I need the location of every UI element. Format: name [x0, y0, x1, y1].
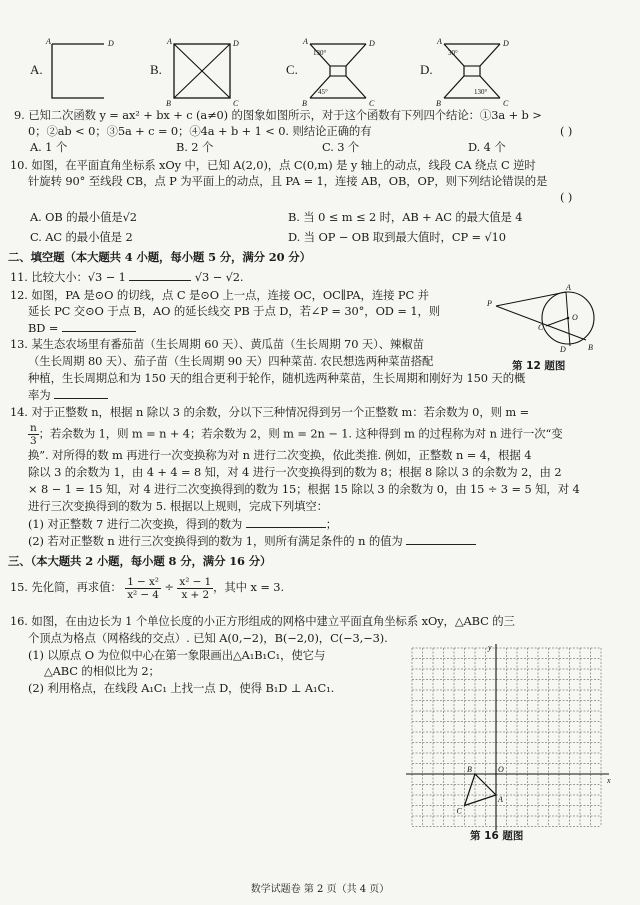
q15-frac2	[177, 576, 213, 601]
pt-a: A	[498, 795, 503, 804]
q12-blank[interactable]	[62, 320, 136, 332]
q14-line2-wrap	[28, 422, 563, 447]
q14-sub1-text: (1) 对正整数 7 进行二次变换，得到的数为	[28, 517, 243, 531]
q11-tail: √3 − √2.	[194, 270, 244, 284]
option-d-figure	[434, 36, 514, 108]
q10-choice-d: D. 当 OP − OB 取到最大值时，CP = √10	[288, 230, 506, 244]
q13-line2: （生长周期 80 天）、茄子苗（生长周期 90 天）四种菜苗. 农民想选两种菜苗搭配	[28, 354, 434, 368]
pt-b: B	[166, 99, 171, 108]
option-c-figure	[300, 36, 380, 108]
q15-frac2-bot: x + 2	[181, 588, 210, 601]
q12-line3	[28, 320, 136, 336]
pt-p: P	[487, 299, 492, 308]
q14-frac	[28, 422, 39, 447]
q15-frac2-top: x² − 1	[179, 575, 212, 588]
pt-a: A	[303, 37, 308, 46]
q12-bd-label: BD =	[28, 321, 59, 335]
pt-b: B	[588, 343, 593, 352]
pt-a: A	[437, 37, 442, 46]
q15-op: ÷	[164, 580, 174, 594]
q14-line3: 换”. 对所得的数 m 再进行一次变换称为对 n 进行二次变换，依此类推. 例如，正整数 n = 4，根据 4	[28, 448, 532, 462]
q16-caption: 第 16 题图	[470, 830, 524, 842]
q12-figure	[486, 280, 616, 360]
q10-line2: 针旋转 90° 至线段 CB，点 P 为平面上的动点，且 PA = 1，连接 AB，OB，OP，则下列结论错误的是	[28, 174, 548, 188]
q13-line1: 13. 某生态农场里有番茄苗（生长周期 60 天）、黄瓜苗（生长周期 70 天）、辣椒苗	[10, 337, 424, 351]
pt-b: B	[302, 99, 307, 108]
q10-line1: 10. 如图，在平面直角坐标系 xOy 中，已知 A(2,0)，点 C(0,m) 是 y 轴上的动点，线段 CA 绕点 C 逆时	[10, 158, 536, 172]
q16-sub1b: △ABC 的相似比为 2；	[44, 664, 160, 678]
q10-choice-b: B. 当 0 ≤ m ≤ 2 时，AB + AC 的最大值是 4	[288, 210, 523, 224]
option-d-label: D.	[420, 62, 433, 77]
q13-line3: 种植，生长周期总和为 150 天的组合更利于轮作，随机选两种菜苗，生长周期和刚好为 150 天的概	[28, 371, 526, 385]
q12-caption: 第 12 题图	[512, 360, 566, 372]
section-3-heading: 三、（本大题共 2 小题，每小题 8 分，满分 16 分）	[8, 554, 272, 568]
q16-sub1a: (1) 以原点 O 为位似中心在第一象限画出△A₁B₁C₁，使它与	[28, 648, 326, 662]
q15-lead: 15. 先化简，再求值：	[10, 580, 122, 594]
q14-sub1-end: ；	[325, 517, 338, 531]
q14-sub2	[28, 533, 476, 549]
q9-choice-a: A. 1 个	[30, 140, 68, 154]
q16-line2: 个顶点为格点（网格线的交点）. 已知 A(0,−2)，B(−2,0)，C(−3,−3).	[28, 631, 388, 645]
q16-line1: 16. 如图，在由边长为 1 个单位长度的小正方形组成的网格中建立平面直角坐标系 xOy，△ABC 的三	[10, 614, 515, 628]
q13-blank[interactable]	[54, 387, 108, 399]
q9-choice-b: B. 2 个	[176, 140, 214, 154]
option-a-figure	[42, 36, 122, 108]
q10-choice-c: C. AC 的最小值是 2	[30, 230, 133, 244]
q14-sub1-blank[interactable]	[246, 516, 326, 528]
q9-choice-d: D. 4 个	[468, 140, 506, 154]
q12-line1: 12. 如图，PA 是⊙O 的切线，点 C 是⊙O 上一点，连接 OC，OC∥PA，连接 PC 并	[10, 288, 429, 302]
q11-text: 11. 比较大小：√3 − 1	[10, 270, 126, 284]
pt-d: D	[369, 39, 375, 48]
pt-c: C	[538, 323, 544, 332]
q9-paren: ( )	[560, 124, 573, 138]
q15-frac1	[125, 576, 161, 601]
q14-line1: 14. 对于正整数 n，根据 n 除以 3 的余数，分以下三种情况得到另一个正整数 m：若余数为 0，则 m =	[10, 405, 530, 419]
q14-line2: ；若余数为 1，则 m = n + 4；若余数为 2，则 m = 2n − 1. 这种得到 m 的过程称为对 n 进行一次“变	[38, 426, 563, 441]
pt-c: C	[456, 806, 462, 816]
origin-label: O	[498, 765, 504, 774]
option-a-label: A.	[30, 62, 43, 77]
q13-prob-label: 率为	[28, 388, 51, 402]
angle-130b-label: 130°	[474, 88, 488, 96]
q16-sub2: (2) 利用格点，在线段 A₁C₁ 上找一点 D，使得 B₁D ⊥ A₁C₁.	[28, 681, 335, 695]
angle-45-label: 45°	[318, 88, 328, 96]
pt-d: D	[503, 39, 509, 48]
pt-c: C	[233, 99, 239, 108]
pt-c: C	[369, 99, 375, 108]
triangle-abc	[465, 774, 497, 806]
q9-choice-c: C. 3 个	[322, 140, 360, 154]
q14-sub2-blank[interactable]	[406, 533, 476, 545]
q16-grid-figure	[400, 640, 610, 830]
pt-o: O	[572, 313, 578, 322]
q10-paren: ( )	[560, 190, 573, 204]
axis-x-label: x	[607, 776, 611, 785]
q14-sub1	[28, 516, 337, 532]
pt-d: D	[560, 345, 566, 354]
pt-d: D	[108, 39, 114, 48]
q10-choice-a: A. OB 的最小值是√2	[30, 210, 137, 224]
q14-frac-bot: 3	[30, 435, 37, 447]
pt-a: A	[566, 283, 571, 292]
pt-c: C	[503, 99, 509, 108]
option-b-figure	[164, 36, 244, 108]
q14-line4: 除以 3 的余数为 1，由 4 + 4 = 8 知，对 4 进行一次变换得到的数为 8；根据 8 除以 3 的余数为 2，由 2	[28, 465, 562, 479]
q13-line4	[28, 387, 108, 403]
q11-line	[10, 269, 243, 285]
axis-y-label: y	[488, 643, 492, 652]
q11-blank[interactable]	[129, 269, 191, 281]
q9-line1: 9. 已知二次函数 y = ax² + bx + c (a≠0) 的图象如图所示，对于这个函数有下列四个结论：①3a + b >	[14, 108, 542, 122]
pt-a: A	[167, 37, 172, 46]
q14-frac-top: n	[30, 422, 37, 434]
angle-30-label: 30°	[448, 49, 458, 57]
option-b-label: B.	[150, 62, 162, 77]
angle-130-label: 130°	[313, 49, 327, 57]
q14-line5: × 8 − 1 = 15 知，对 4 进行二次变换得到的数为 15；根据 15 除以 3 的余数为 0，由 15 ÷ 3 = 5 知，对 4	[28, 482, 580, 496]
option-c-label: C.	[286, 62, 298, 77]
section-2-heading: 二、填空题（本大题共 4 小题，每小题 5 分，满分 20 分）	[8, 250, 311, 264]
q15-frac1-top: 1 − x²	[127, 575, 159, 588]
pt-a: A	[46, 37, 51, 46]
pt-b: B	[436, 99, 441, 108]
q15-tail: ，其中 x = 3.	[213, 580, 284, 594]
q12-line2: 延长 PC 交⊙O 于点 B，AO 的延长线交 PB 于点 D，若∠P = 30°，OD = 1，则	[28, 304, 441, 318]
q9-line2: 0；②ab < 0；③5a + c = 0；④4a + b + 1 < 0. 则结论正确的有	[28, 124, 372, 138]
pt-d: D	[233, 39, 239, 48]
q14-line6: 进行三次变换得到的数为 5. 根据以上规则，完成下列填空：	[28, 499, 328, 513]
q14-sub2-text: (2) 若对正整数 n 进行三次变换得到的数为 1，则所有满足条件的 n 的值为	[28, 534, 403, 548]
q15-frac1-bot: x² − 4	[127, 588, 159, 601]
page-footer: 数学试题卷 第 2 页（共 4 页）	[250, 884, 390, 895]
pt-b: B	[467, 765, 472, 774]
q15-line	[10, 572, 284, 602]
